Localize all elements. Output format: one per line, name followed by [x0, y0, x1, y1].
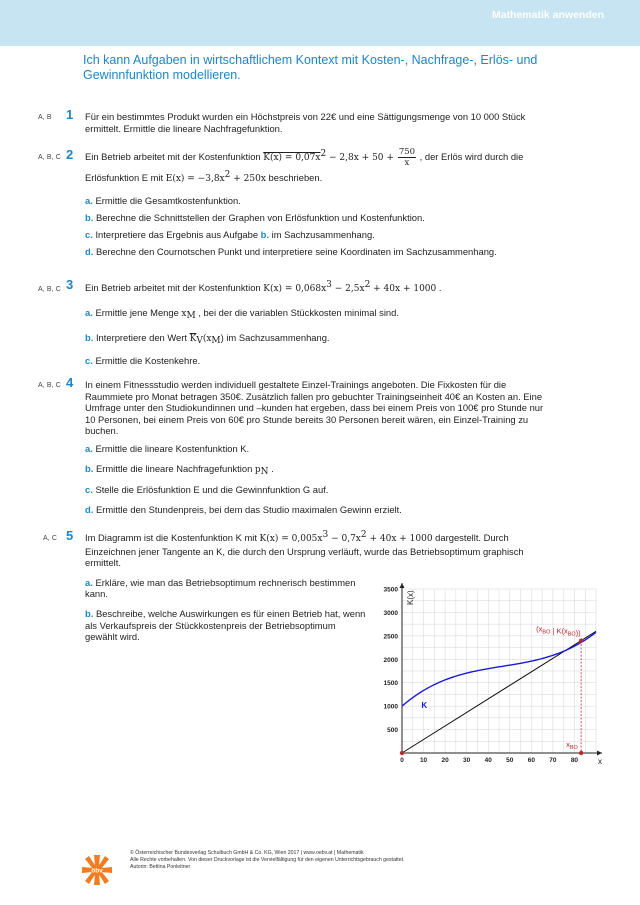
subtask-b [85, 608, 370, 643]
subtask-letter: b. [85, 607, 94, 619]
subtask-text: . [268, 462, 274, 474]
variable-subscript: V [196, 336, 203, 346]
chart-series [400, 631, 596, 755]
fraction-numerator: 750 [398, 147, 416, 157]
task-text: Für ein bestimmtes Produkt wurden ein Höchstpreis von 22€ und eine Sättigungsmenge von 10 000 Stück ermittelt. Ermittle die lineare Nachfragefunktion. [85, 111, 526, 134]
subtask-text: Erkläre, wie man das Betriebsoptimum rechnerisch bestimmen kann. [85, 576, 356, 600]
x-tick-label: 20 [441, 757, 449, 764]
exponent: 2 [224, 170, 231, 180]
subtask-b [85, 211, 555, 224]
subtask-letter: b. [85, 332, 94, 343]
subtask-a [85, 577, 365, 600]
subtask-text: Ermittle die Kostenkehre. [95, 355, 201, 366]
footer [130, 850, 405, 872]
page-title: Ich kann Aufgaben in wirtschaftlichem Kontext mit Kosten-, Nachfrage-, Erlös- und Gewinnfunktion modellieren. [83, 53, 538, 82]
oebv-logo [80, 853, 114, 887]
y-axis-label: K(x) [406, 590, 415, 605]
variable: x [181, 309, 187, 319]
optimum-x-marker [579, 751, 583, 755]
argument-subscript: M [211, 336, 221, 346]
exponent: 3 [322, 530, 329, 540]
origin-marker [400, 751, 404, 755]
cost-function: K(x) = 0,068x [263, 284, 327, 294]
variable: p [254, 464, 261, 475]
logo-text: öbv [91, 867, 103, 875]
x-tick-label: 40 [484, 757, 492, 764]
y-axis-arrow [400, 583, 405, 588]
subtask-text: Interpretiere den Wert [95, 332, 190, 343]
subtask-text: im Sachzusammenhang. [269, 229, 375, 240]
optimum-x-label: $x_{BO}$ [566, 740, 578, 751]
y-tick-label: 2000 [383, 656, 398, 664]
subtask-letter: b. [85, 212, 94, 223]
argument: (x [202, 334, 212, 344]
y-tick-label: 2500 [383, 633, 398, 641]
subtask-text: Ermittle die lineare Nachfragefunktion [95, 462, 255, 474]
subtask-letter: a. [85, 442, 93, 454]
task-intro [85, 532, 555, 569]
task-requirement: A, B [38, 114, 52, 121]
footer-rights: Alle Rechte vorbehalten. Von dieser Druckvorlage ist die Vervielfältigung für den eigenen Unterrichtsgebrauch gestattet. [130, 857, 405, 864]
variable-subscript: N [260, 466, 269, 477]
fraction [398, 147, 416, 168]
x-tick-label: 30 [463, 757, 471, 764]
x-tick-label: 0 [400, 757, 404, 764]
x-tick-label: 60 [527, 757, 535, 764]
task-requirement: A, C [43, 535, 58, 542]
intro-text: , der Erlös wird durch die [417, 150, 524, 162]
intro-text: dargestellt. Durch Einzeichnen jener Tangente an K, die durch den Ursprung verläuft, wurde das Betriebsoptimum graphisch ermittelt. [85, 532, 524, 569]
cost-function-chart [370, 577, 610, 769]
footer-author: Autorin: Bettina Ponleitner [130, 864, 191, 871]
subtask-letter: a. [85, 307, 93, 318]
task-body [85, 281, 555, 367]
cost-function-rest: + 40x + 1000 [370, 284, 437, 294]
header-bar [0, 0, 640, 46]
task-number: 4 [66, 375, 74, 390]
subtask-text: Ermittle jene Menge [95, 307, 182, 318]
task-body [85, 379, 555, 515]
subtask-letter: c. [85, 229, 93, 240]
subtask-c [85, 228, 555, 241]
task-requirement: A, B, C [38, 382, 61, 389]
cost-function: K(x) = 0,005x [259, 534, 323, 544]
task-number: 2 [66, 147, 74, 162]
subtask-text: Beschreibe, welche Auswirkungen es für einen Betrieb hat, wenn als Verkaufspreis der Stückkostenpreis der Betriebsoptimum gewählt wird. [85, 607, 366, 643]
task-requirement: A, B, C [38, 154, 61, 161]
y-tick-label: 1000 [383, 703, 398, 711]
revenue-function-rest: + 250x [230, 174, 266, 184]
subtask-a [85, 194, 555, 207]
cost-function-rest: − 0,7x [328, 534, 361, 544]
subtask-b [85, 463, 555, 477]
exponent: 3 [326, 280, 332, 290]
cost-function: K(x) = 0,07x [263, 152, 321, 163]
subtask-letter: d. [85, 503, 94, 515]
x-tick-label: 10 [419, 757, 428, 764]
intro-text: . [436, 282, 442, 293]
subtask-b [85, 331, 555, 346]
intro-text: Im Diagramm ist die Kostenfunktion K mit [85, 532, 260, 543]
chart-labels [406, 590, 602, 766]
x-tick-label: 80 [570, 757, 579, 764]
header-label: Mathematik anwenden [491, 9, 604, 21]
intro-text: Ein Betrieb arbeitet mit der Kostenfunktion [85, 282, 264, 293]
task-body [85, 147, 555, 258]
curve-label-k: K [421, 700, 428, 710]
y-tick-label: 1500 [383, 680, 398, 688]
subtask-text: Stelle die Erlösfunktion E und die Gewinnfunktion G auf. [95, 484, 329, 496]
subtask-letter: b. [85, 462, 94, 474]
subtask-letter: a. [85, 195, 93, 206]
task-intro [85, 147, 555, 168]
footer-copyright: © Österreichischer Bundesverlag Schulbuch GmbH & Co. KG, Wien 2017 | www.oebv.at | Mathematik [130, 850, 364, 856]
chart-grid [402, 589, 596, 753]
subtask-text: Berechne den Cournotschen Punkt und interpretiere seine Koordinaten im Sachzusammenhang. [95, 246, 497, 257]
x-tick-label: 70 [549, 757, 557, 764]
fraction-denominator: x [404, 158, 410, 168]
task-intro-2 [85, 171, 555, 186]
task-number: 1 [66, 107, 74, 122]
x-tick-label: 50 [506, 757, 514, 764]
y-tick-label: 3500 [383, 586, 398, 594]
exponent: 2 [360, 530, 367, 540]
task-text: In einem Fitnessstudio werden individuell gestaltete Einzel-Trainings angeboten. Die Fixkosten für die Raummiete pro Monat betragen 350€. Zusätzlich fallen pro gebuchter Trainingseinheit 40€ an Kosten an. Eine Umfrage unter den Studiokundinnen und –kunden hat ergeben, dass bei einem Preis von 100€ pro Stunde nur 10 Personen, bei einem Preis von 60€ pro Stunde bereits 30 Personen bereit wären, ein Einzel-Training zu buchen. [85, 379, 544, 437]
subtask-d [85, 245, 555, 258]
subtask-a [85, 306, 555, 321]
cost-function-rest: − 2,5x [331, 284, 365, 294]
subtask-text: Ermittle die lineare Kostenfunktion K. [95, 442, 250, 454]
exponent: 2 [364, 280, 371, 290]
exponent: 2 [320, 148, 327, 159]
subtask-letter: a. [85, 576, 93, 588]
cost-function-rest: − 2,8x + 50 + [326, 152, 397, 163]
subtask-c [85, 484, 555, 496]
revenue-function: E(x) = −3,8x [165, 174, 225, 184]
task-requirement: A, B, C [38, 286, 61, 293]
y-tick-label: 500 [387, 727, 398, 735]
subtask-text: Ermittle die Gesamtkostenfunktion. [95, 195, 241, 206]
subtask-d [85, 504, 555, 516]
task-number: 5 [66, 528, 74, 543]
intro-text: Ein Betrieb arbeitet mit der Kostenfunktion [85, 150, 264, 162]
subtask-reference: b. [260, 229, 269, 240]
optimum-point [579, 638, 583, 642]
task-number: 3 [66, 277, 74, 292]
x-axis-label: x [598, 757, 602, 766]
task-intro [85, 281, 555, 296]
subtask-text: ) im Sachzusammenhang. [220, 332, 330, 343]
optimum-point-label: ($x_{BO}$ | $K(x_{BO})$) [536, 624, 581, 638]
variable: $\overline{K}$ [189, 334, 197, 344]
variable-subscript: M [186, 311, 196, 321]
subtask-letter: c. [85, 484, 93, 496]
subtask-text: Ermittle den Stundenpreis, bei dem das Studio maximalen Gewinn erzielt. [95, 503, 402, 515]
intro-text: beschrieben. [265, 172, 323, 183]
x-axis-arrow [597, 751, 602, 756]
y-tick-label: 3000 [383, 609, 398, 617]
subtask-letter: c. [85, 355, 93, 366]
subtask-text: , bei der die variablen Stückkosten minimal sind. [195, 307, 399, 318]
cost-function-rest: + 40x + 1000 [366, 534, 433, 544]
subtask-letter: d. [85, 246, 94, 257]
intro-text: Erlösfunktion E mit [85, 172, 166, 183]
subtask-a [85, 443, 555, 455]
subtask-c [85, 354, 555, 367]
subtask-text: Berechne die Schnittstellen der Graphen von Erlösfunktion und Kostenfunktion. [95, 212, 425, 223]
subtask-text: Interpretiere das Ergebnis aus Aufgabe [95, 229, 261, 240]
